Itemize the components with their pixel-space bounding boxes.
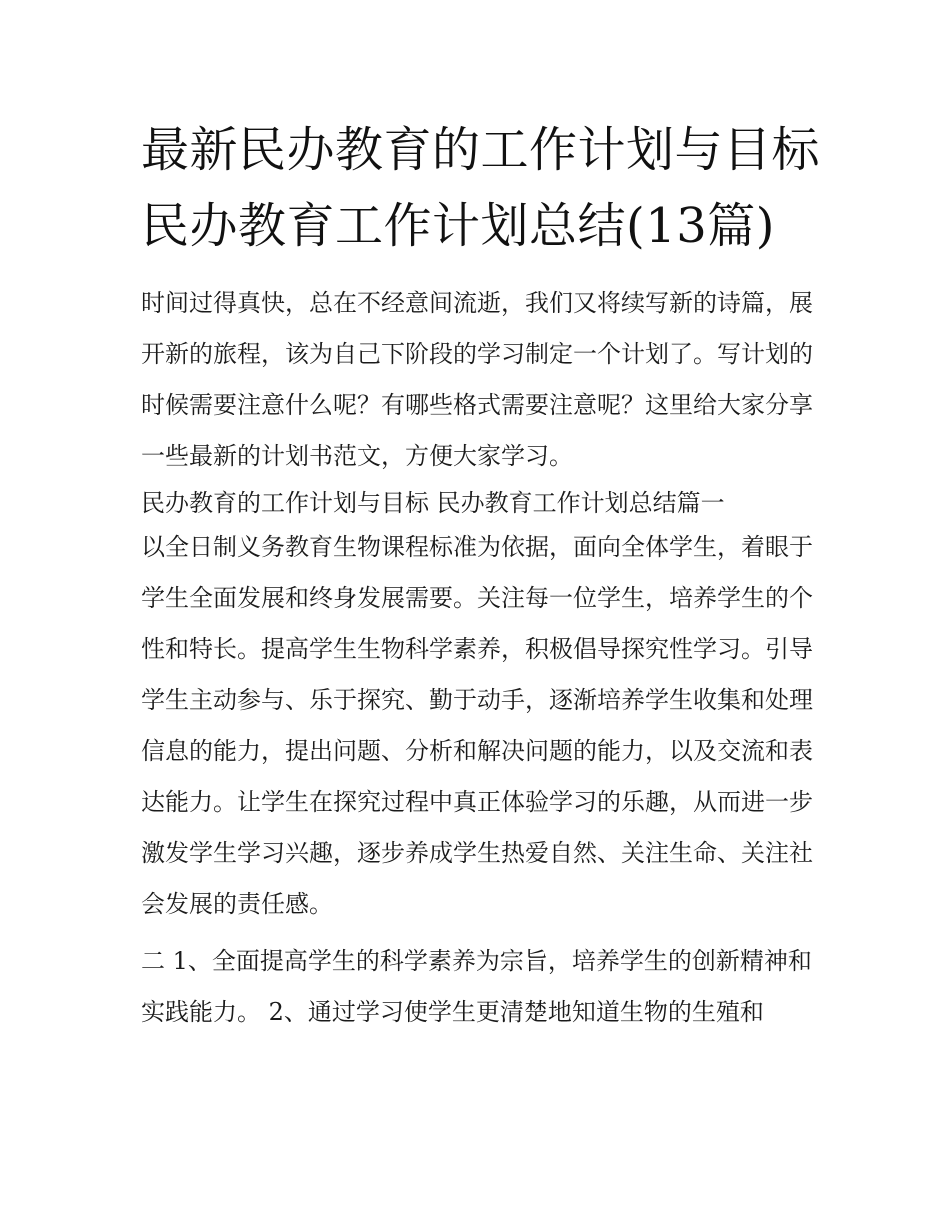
document-body — [141, 112, 821, 1038]
section-heading: 民办教育的工作计划与目标 民办教育工作计划总结篇一 — [141, 489, 725, 517]
document-title: 最新民办教育的工作计划与目标 民办教育工作计划总结(13篇) — [141, 122, 821, 254]
paragraph-1: 以全日制义务教育生物课程标准为依据，面向全体学生，着眼于学生全面发展和终身发展需要。关注每一位学生，培养学生的个性和特长。提高学生生物科学素养，积极倡导探究性学习。引导学生主动参与、乐于探究、勤于动手，逐渐培养学生收集和处理信息的能力，提出问题、分析和解决问题的能力，以及交流和表达能力。让学生在探究过程中真正体验学习的乐趣，从而进一步激发学生学习兴趣，逐步养成学生热爱自然、关注生命、关注社会发展的责任感。 — [141, 533, 813, 918]
paragraph-2: 二 1、全面提高学生的科学素养为宗旨，培养学生的创新精神和实践能力。 2、通过学习使学生更清楚地知道生物的生殖和 — [141, 947, 812, 1026]
document-content — [141, 278, 821, 1038]
intro-paragraph: 时间过得真快，总在不经意间流逝，我们又将续写新的诗篇，展开新的旅程，该为自己下阶段的学习制定一个计划了。写计划的时候需要注意什么呢？有哪些格式需要注意呢？这里给大家分享一些最新的计划书范文，方便大家学习。 — [141, 289, 813, 470]
